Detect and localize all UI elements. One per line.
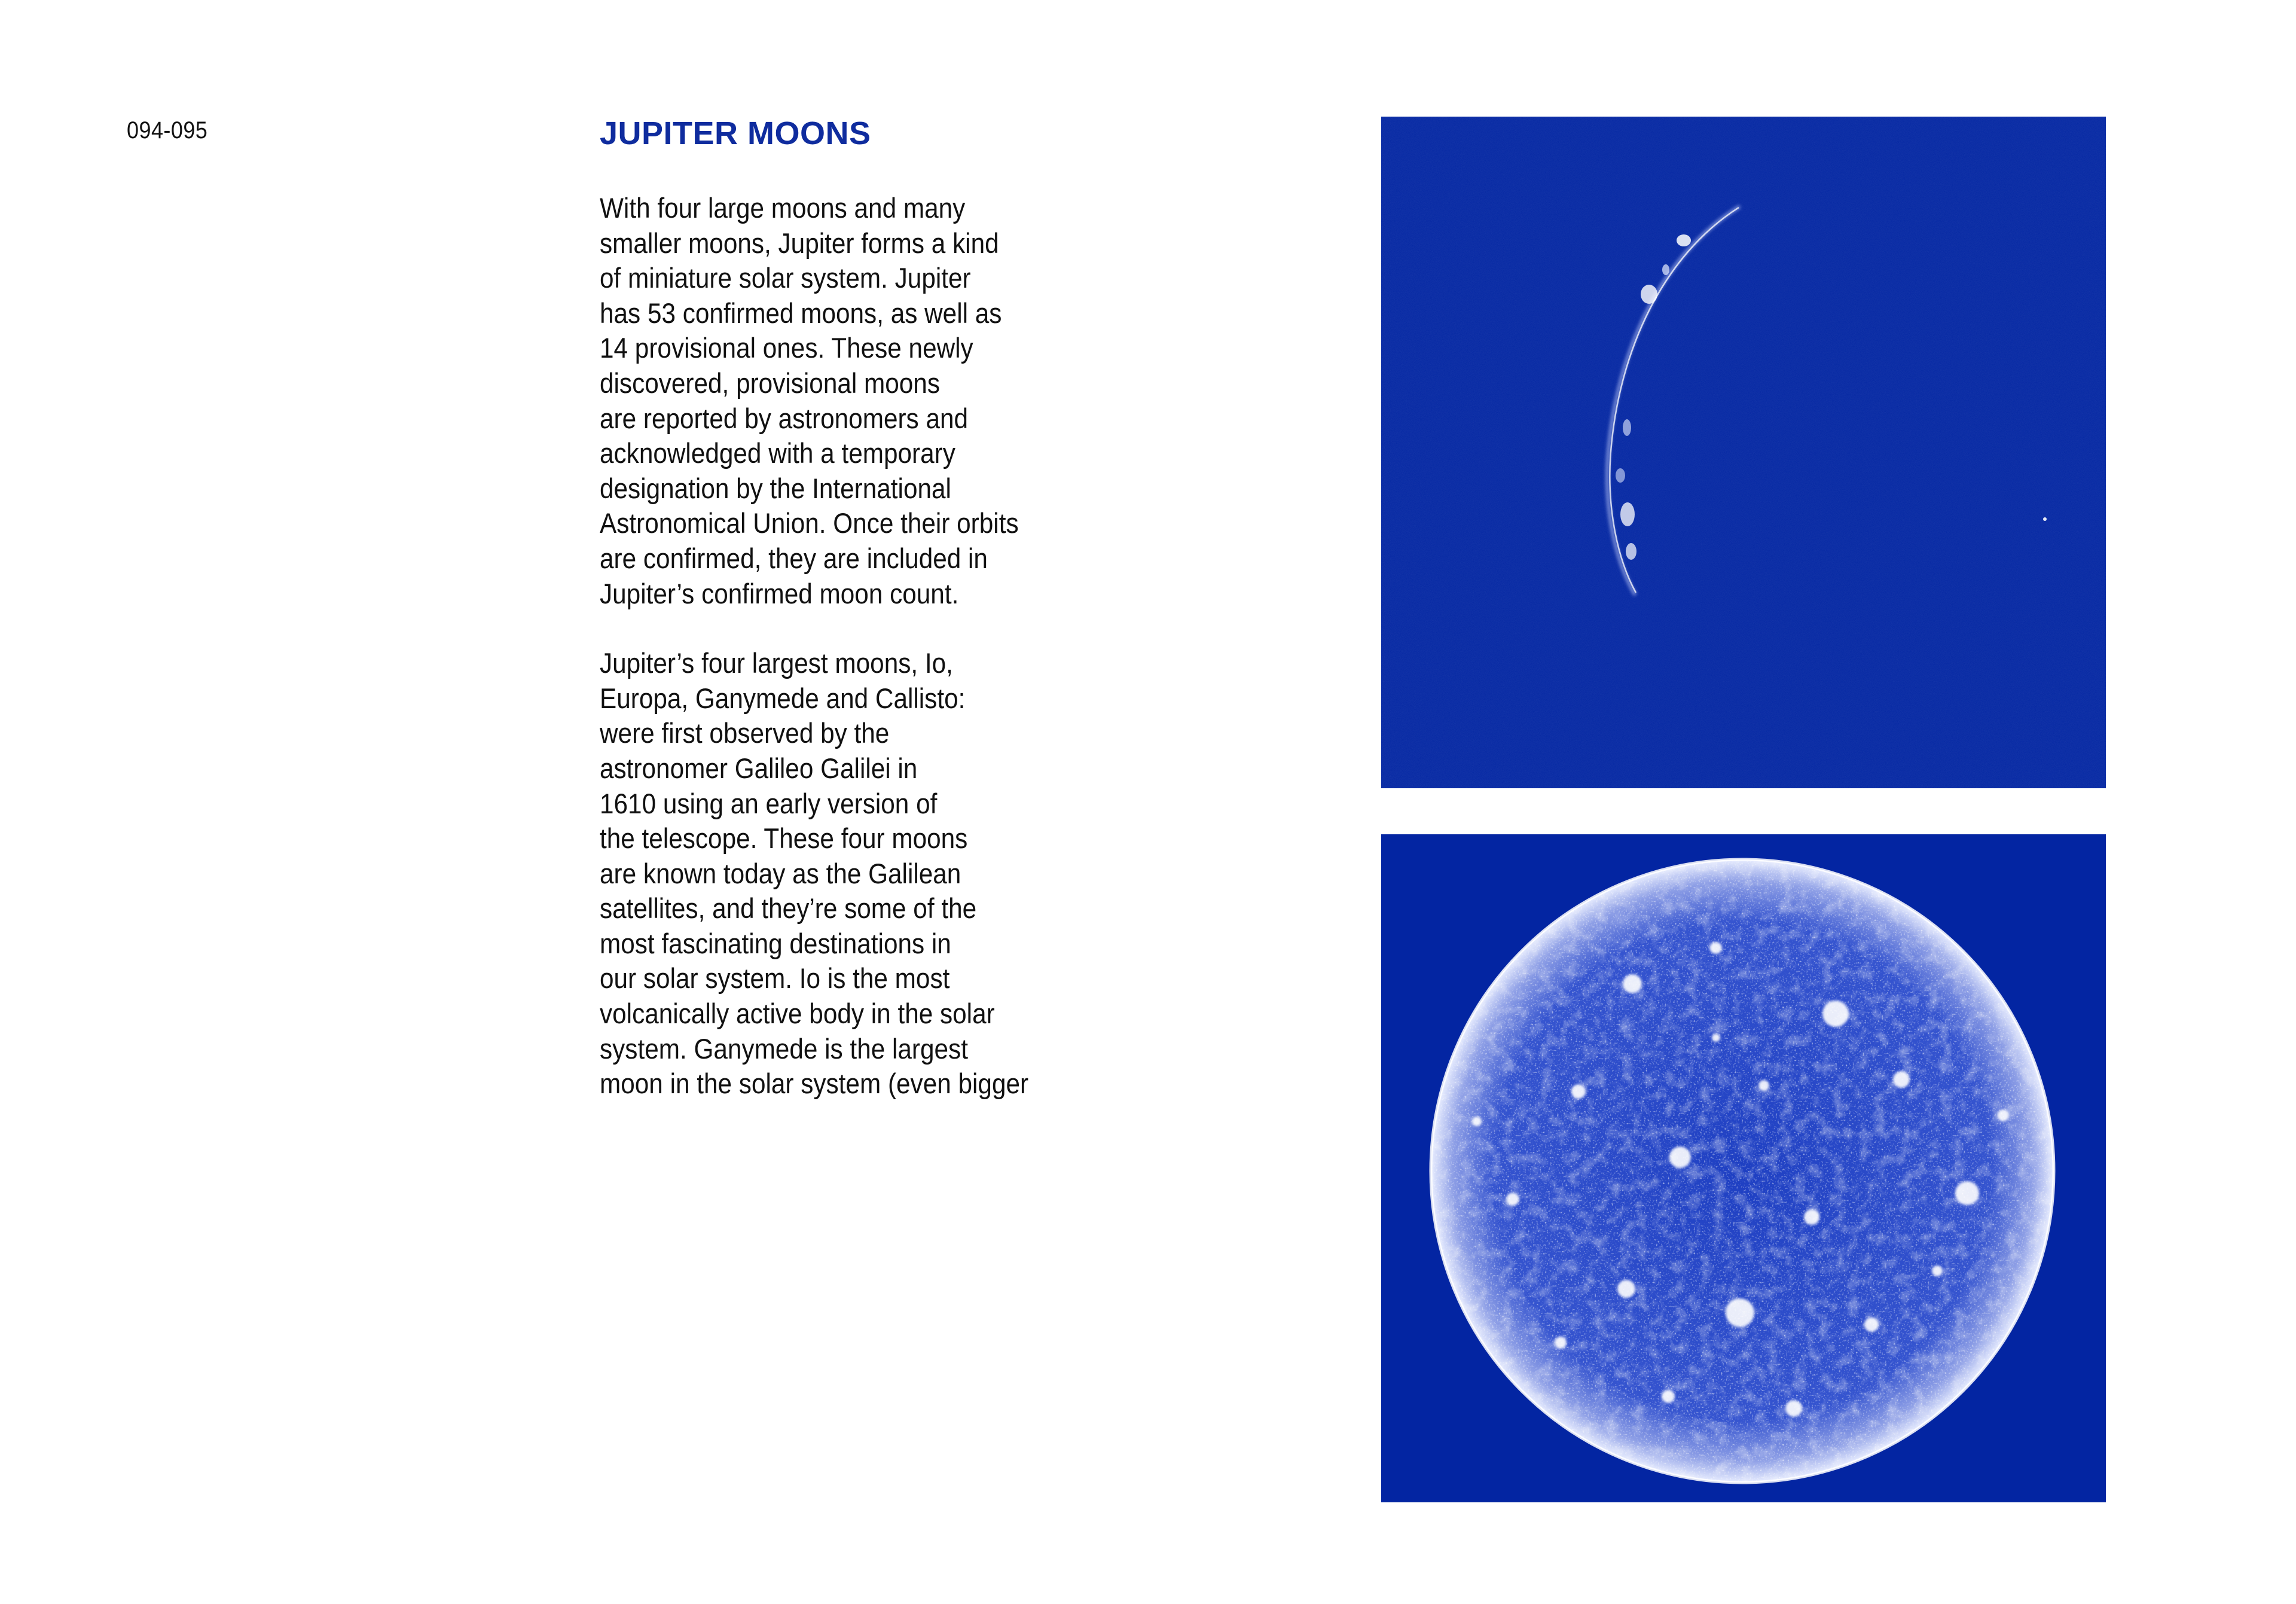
crescent-moon-image [1381, 117, 2106, 788]
text-line: Astronomical Union. Once their orbits [600, 507, 1019, 539]
text-line: the telescope. These four moons [600, 822, 968, 855]
text-line: 1610 using an early version of [600, 787, 938, 819]
text-line: of miniature solar system. Jupiter [600, 262, 971, 294]
text-line: has 53 confirmed moons, as well as [600, 297, 1002, 329]
paragraph-2 [600, 646, 1090, 1102]
text-line: discovered, provisional moons [600, 367, 940, 399]
text-line: acknowledged with a temporary [600, 437, 955, 469]
text-line: satellites, and they’re some of the [600, 892, 977, 925]
page-number: 094-095 [127, 117, 208, 144]
text-line: Jupiter’s confirmed moon count. [600, 577, 959, 609]
text-line: astronomer Galileo Galilei in [600, 752, 918, 784]
text-line: are known today as the Galilean [600, 857, 961, 889]
text-line: moon in the solar system (even bigger [600, 1068, 1029, 1100]
text-line: system. Ganymede is the largest [600, 1032, 968, 1065]
text-line: With four large moons and many [600, 192, 966, 224]
text-line: were first observed by the [600, 717, 890, 749]
body-text [600, 191, 1090, 1102]
text-line: designation by the International [600, 472, 951, 504]
text-line: are confirmed, they are included in [600, 542, 988, 574]
text-line: smaller moons, Jupiter forms a kind [600, 227, 999, 259]
full-moon-image [1381, 834, 2106, 1502]
page-title: JUPITER MOONS [600, 115, 871, 151]
text-line: 14 provisional ones. These newly [600, 332, 973, 364]
crescent-moon-photo [1381, 117, 2106, 788]
text-line: most fascinating destinations in [600, 927, 951, 959]
paragraph-1 [600, 191, 1090, 611]
text-line: are reported by astronomers and [600, 402, 969, 434]
text-line: Jupiter’s four largest moons, Io, [600, 647, 953, 679]
text-line: volcanically active body in the solar [600, 998, 995, 1030]
text-line: Europa, Ganymede and Callisto: [600, 682, 966, 714]
text-line: our solar system. Io is the most [600, 962, 950, 995]
full-moon-photo [1381, 834, 2106, 1502]
